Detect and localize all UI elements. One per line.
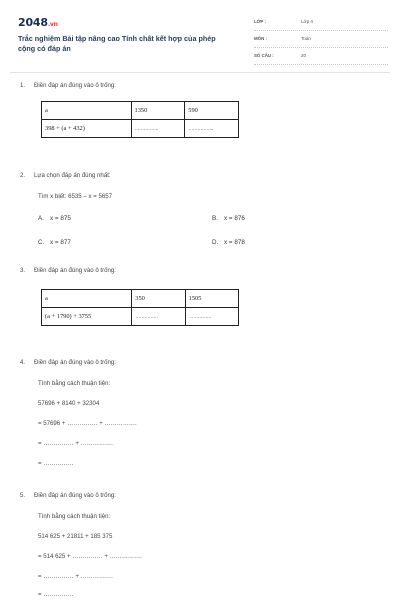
table-cell: 590 — [185, 102, 239, 120]
question-3-table — [41, 289, 239, 326]
question-5-expression: 514 625 + 21811 + 185 375 — [38, 533, 113, 540]
question-4-subtext: Tính bằng cách thuận tiện: — [38, 380, 111, 387]
question-number: 1. — [20, 82, 26, 89]
table-row — [42, 120, 239, 138]
table-cell: 1505 — [185, 290, 238, 308]
question-number: 4. — [20, 359, 26, 366]
option-text: x = 875 — [50, 215, 71, 222]
table-cell: a — [42, 290, 132, 308]
site-logo[interactable] — [18, 16, 58, 29]
table-cell: a — [42, 102, 132, 120]
option-letter: C. — [38, 239, 45, 246]
question-number: 2. — [20, 172, 26, 179]
answer-line[interactable]: = …………… + ……………. — [38, 573, 113, 580]
option-letter: D. — [212, 239, 219, 246]
question-number: 3. — [20, 267, 26, 274]
table-cell: (a + 1790) + 3755 — [42, 308, 132, 326]
table-row — [42, 308, 239, 326]
question-number: 5. — [20, 492, 26, 499]
table-row — [42, 290, 239, 308]
option-text: x = 876 — [224, 215, 245, 222]
answer-line[interactable]: = …………… + ……………. — [38, 440, 113, 447]
logo-main: 2048 — [18, 16, 48, 29]
answer-blank[interactable]: ……………. — [131, 120, 185, 138]
table-row — [42, 102, 239, 120]
option-text: x = 878 — [224, 239, 245, 246]
meta-row-class — [254, 16, 388, 31]
question-text: Lựa chọn đáp án đúng nhất: — [34, 172, 111, 179]
question-1-table — [41, 101, 239, 138]
option-b[interactable] — [212, 215, 245, 222]
header-divider — [10, 72, 390, 73]
page-header — [18, 14, 388, 66]
meta-value: Lớp 4 — [301, 19, 313, 24]
table-cell: 350 — [132, 290, 185, 308]
document-title: Trắc nghiệm Bài tập nâng cao Tính chất kết hợp của phép cộng có đáp án — [18, 34, 216, 53]
meta-panel — [254, 16, 388, 67]
question-4-expression: 57696 + 8140 + 32304 — [38, 400, 100, 407]
question-text: Điền đáp án đúng vào ô trống: — [34, 267, 116, 274]
meta-row-count — [254, 50, 388, 65]
meta-value: Toán — [301, 36, 311, 41]
question-text: Điền đáp án đúng vào ô trống: — [34, 82, 116, 89]
meta-label: LỚP : — [254, 19, 266, 24]
answer-line[interactable]: = 57696 + …………… + ……………. — [38, 420, 137, 427]
question-5-subtext: Tính bằng cách thuận tiện: — [38, 513, 111, 520]
table-cell: 398 + (a + 432) — [42, 120, 132, 138]
answer-blank[interactable]: …………….. — [185, 120, 239, 138]
option-a[interactable] — [38, 215, 71, 222]
meta-row-subject — [254, 33, 388, 48]
option-d[interactable] — [212, 239, 245, 246]
question-text: Điền đáp án đúng vào ô trống: — [34, 359, 116, 366]
option-text: x = 877 — [50, 239, 71, 246]
answer-line[interactable]: = …………… — [38, 460, 74, 467]
meta-label: MÔN : — [254, 36, 267, 41]
option-letter: A. — [38, 215, 44, 222]
meta-value: 20 — [301, 53, 307, 58]
answer-blank[interactable]: …………… — [185, 308, 238, 326]
answer-line[interactable]: = …………… — [38, 591, 74, 598]
logo-suffix: .vn — [47, 21, 58, 28]
option-c[interactable] — [38, 239, 71, 246]
answer-blank[interactable]: …………… — [132, 308, 185, 326]
meta-label: SỐ CÂU : — [254, 53, 274, 58]
answer-line[interactable]: = 514 625 + …………… + ……………. — [38, 553, 142, 560]
option-letter: B. — [212, 215, 218, 222]
question-2-prompt: Tìm x biết: 6535 – x = 5657 — [38, 193, 113, 200]
question-text: Điền đáp án đúng vào ô trống: — [34, 492, 116, 499]
table-cell: 1350 — [131, 102, 185, 120]
